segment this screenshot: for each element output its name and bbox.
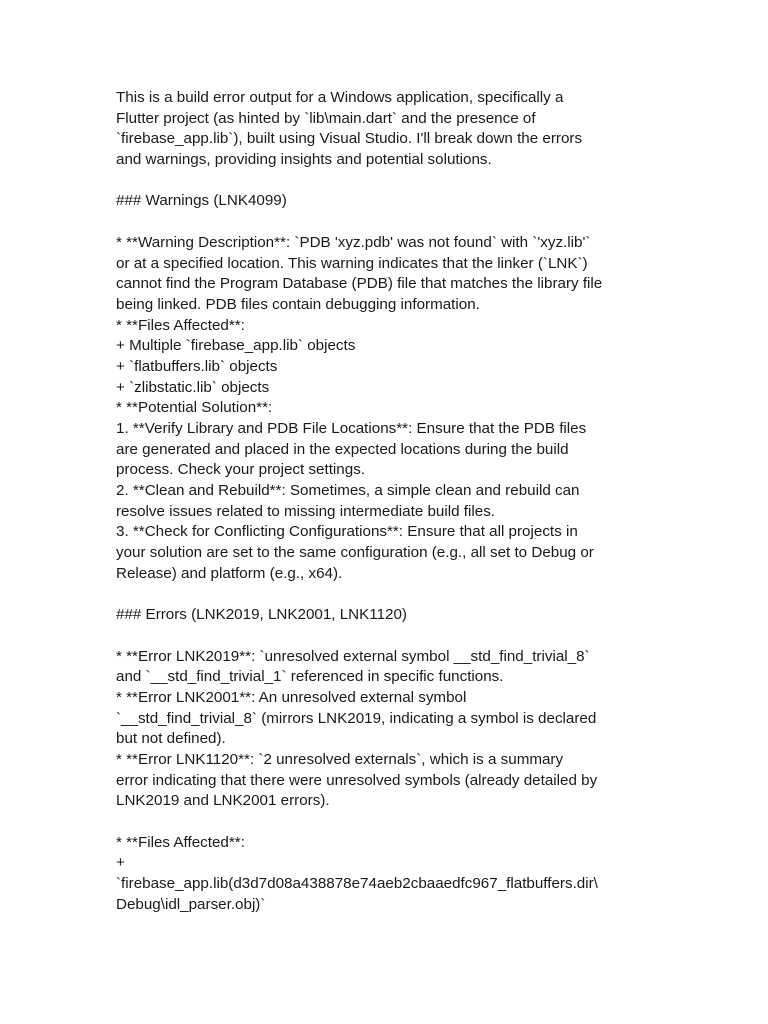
blank-line bbox=[116, 812, 736, 833]
text-line: * **Files Affected**: bbox=[116, 833, 245, 851]
text-line: process. Check your project settings. bbox=[116, 461, 366, 479]
text-line: Flutter project (as hinted by `lib\main.dart` and the presence of bbox=[116, 109, 536, 127]
text-line: error indicating that there were unresolved symbols (already detailed by bbox=[116, 771, 598, 789]
text-line: are generated and placed in the expected locations during the build bbox=[116, 440, 569, 458]
text-line: but not defined). bbox=[116, 730, 226, 748]
text-line: * **Potential Solution**: bbox=[116, 399, 273, 417]
text-line: `firebase_app.lib`), built using Visual Studio. I'll break down the errors bbox=[116, 130, 583, 148]
text-line: This is a build error output for a Windows application, specifically a bbox=[116, 89, 564, 106]
text-line: being linked. PDB files contain debugging information. bbox=[116, 295, 480, 313]
text-line: * **Error LNK1120**: `2 unresolved externals`, which is a summary bbox=[116, 751, 564, 768]
list-item: + bbox=[116, 854, 125, 872]
document-page bbox=[116, 88, 736, 916]
text-line: your solution are set to the same configuration (e.g., all set to Debug or bbox=[116, 544, 594, 562]
text-line: * **Error LNK2019**: `unresolved external symbol __std_find_trivial_8` bbox=[116, 647, 590, 665]
text-line: cannot find the Program Database (PDB) file that matches the library file bbox=[116, 275, 603, 293]
blank-line bbox=[116, 212, 736, 233]
list-item: 1. **Verify Library and PDB File Locations**: Ensure that the PDB files bbox=[116, 420, 587, 437]
text-line: or at a specified location. This warning indicates that the linker (`LNK`) bbox=[116, 254, 588, 272]
text-line: resolve issues related to missing intermediate build files. bbox=[116, 502, 496, 520]
text-line: Debug\idl_parser.obj)` bbox=[116, 895, 266, 913]
list-item: + Multiple `firebase_app.lib` objects bbox=[116, 337, 356, 355]
blank-line bbox=[116, 626, 736, 647]
list-item: + `flatbuffers.lib` objects bbox=[116, 357, 278, 375]
section-heading: ### Warnings (LNK4099) bbox=[116, 192, 287, 210]
text-line: * **Error LNK2001**: An unresolved external symbol bbox=[116, 688, 467, 706]
list-item: 2. **Clean and Rebuild**: Sometimes, a simple clean and rebuild can bbox=[116, 482, 580, 500]
list-item: + `zlibstatic.lib` objects bbox=[116, 378, 270, 396]
text-line: LNK2019 and LNK2001 errors). bbox=[116, 792, 330, 810]
text-line: `firebase_app.lib(d3d7d08a438878e74aeb2cbaaedfc967_flatbuffers.dir\ bbox=[116, 875, 598, 893]
text-line: * **Files Affected**: bbox=[116, 316, 245, 334]
text-line: Release) and platform (e.g., x64). bbox=[116, 564, 343, 582]
text-line: `__std_find_trivial_8` (mirrors LNK2019, indicating a symbol is declared bbox=[116, 709, 597, 727]
list-item: 3. **Check for Conflicting Configurations**: Ensure that all projects in bbox=[116, 523, 578, 541]
text-line: and `__std_find_trivial_1` referenced in specific functions. bbox=[116, 668, 504, 686]
section-heading: ### Errors (LNK2019, LNK2001, LNK1120) bbox=[116, 606, 407, 624]
blank-line bbox=[116, 585, 736, 606]
text-line: and warnings, providing insights and potential solutions. bbox=[116, 151, 492, 169]
text-line: * **Warning Description**: `PDB 'xyz.pdb' was not found` with `'xyz.lib'` bbox=[116, 233, 591, 251]
blank-line bbox=[116, 171, 736, 192]
